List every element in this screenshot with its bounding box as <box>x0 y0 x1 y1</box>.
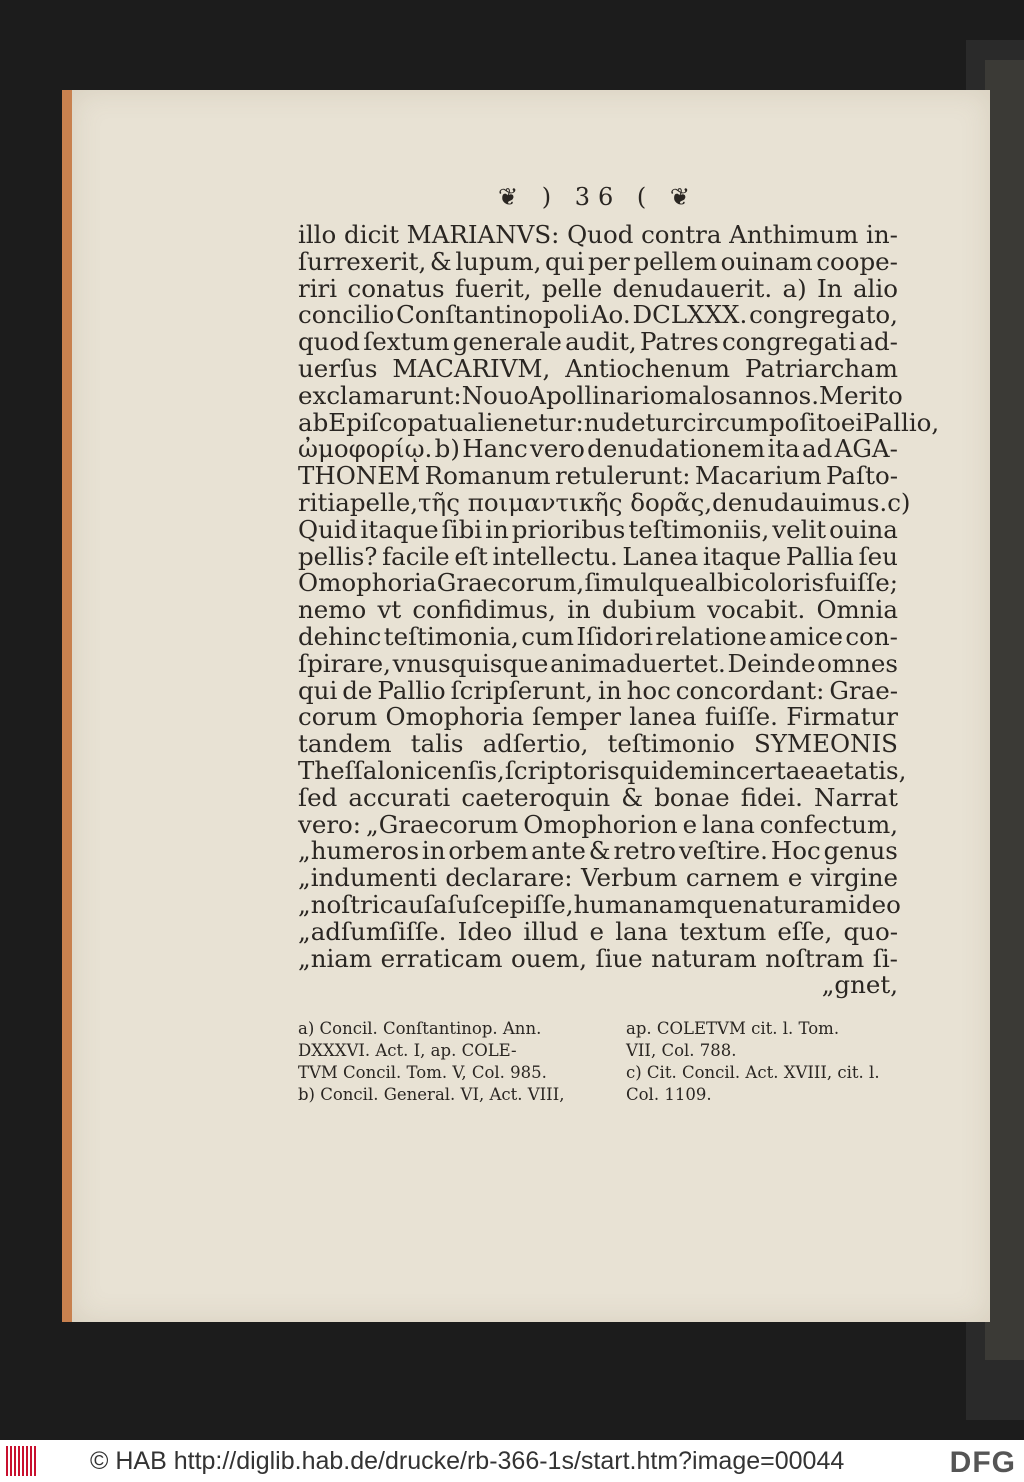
word: ita <box>767 434 800 464</box>
word: albi <box>694 568 741 598</box>
text-line <box>298 809 898 839</box>
word: Omnia <box>816 595 898 625</box>
word: lanea <box>629 702 697 732</box>
word: pellem <box>633 246 718 276</box>
word: generale <box>452 327 562 357</box>
word: audit, <box>565 327 637 357</box>
word: Iſidori <box>576 621 653 651</box>
word: eſſe, <box>777 916 833 946</box>
word: exclamarunt: <box>298 380 462 410</box>
footnotes <box>298 1018 898 1106</box>
word: ſeu <box>858 541 898 571</box>
word: „adſumſiſſe. <box>298 916 447 946</box>
word: ad- <box>859 327 898 357</box>
text-line <box>298 463 898 490</box>
word: in <box>485 514 509 544</box>
word: vero: <box>298 809 362 839</box>
word: teſtimonio <box>607 729 735 759</box>
text-line <box>298 838 898 865</box>
word: carnem <box>685 863 780 893</box>
word: animaduertet. <box>550 648 726 678</box>
word: „indumenti <box>298 863 437 893</box>
word: illud <box>523 916 579 946</box>
word: fuiſſe; <box>824 568 898 598</box>
word: adſertio, <box>482 729 589 759</box>
word: e <box>787 863 803 893</box>
word: fuiſſe. <box>704 702 778 732</box>
word: pellis? <box>298 541 378 571</box>
text-line <box>298 380 903 410</box>
word: conatus <box>347 273 445 303</box>
word: ſi- <box>872 943 898 973</box>
word: Deinde <box>727 648 816 678</box>
dfg-logo: DFG <box>949 1446 1016 1479</box>
text-line <box>298 675 898 705</box>
catchword <box>298 972 898 999</box>
word: ideo <box>848 889 901 919</box>
word: Epiſcopatu <box>328 407 464 437</box>
footnotes-left <box>298 1018 588 1106</box>
word: naturam <box>651 943 757 973</box>
word: per <box>587 246 630 276</box>
word: denudationem <box>587 434 766 464</box>
word: Apollinario <box>528 380 665 410</box>
word: concordant: <box>675 675 825 705</box>
word: corum <box>298 702 378 732</box>
word: ab <box>298 407 329 437</box>
word: Omophorion <box>523 809 678 839</box>
word: ſcriptoris <box>504 755 620 785</box>
word: Grae- <box>829 675 898 705</box>
word: in <box>567 595 591 625</box>
text-line <box>298 436 898 463</box>
word: c) <box>887 487 911 517</box>
word: Merito <box>819 380 903 410</box>
word: teſtimoniis, <box>628 514 770 544</box>
word: confidimus, <box>412 595 556 625</box>
text-line <box>298 514 898 544</box>
word: ante <box>531 836 586 866</box>
word: „Graecorum <box>366 809 519 839</box>
word: denudauerit. <box>612 273 773 303</box>
text-line <box>298 273 898 303</box>
word: Macarium <box>694 461 822 491</box>
text-line <box>298 916 898 946</box>
word: nudetur <box>583 407 683 437</box>
word: annos. <box>737 380 820 410</box>
word: riri <box>298 273 338 303</box>
word: Romanum <box>424 461 551 491</box>
adjacent-page-edge <box>985 60 1024 1360</box>
word: vt <box>377 595 402 625</box>
word: ei <box>840 407 864 437</box>
text-line <box>298 353 898 383</box>
word: ſimulque <box>584 568 695 598</box>
word: e <box>682 809 698 839</box>
word: ſpirare, <box>298 648 391 678</box>
word: velit <box>772 514 827 544</box>
text-line <box>298 597 898 624</box>
word: nemo <box>298 595 367 625</box>
word: lana <box>615 916 669 946</box>
word: ouem, <box>510 943 587 973</box>
body-text <box>298 220 940 1000</box>
text-line <box>298 570 898 597</box>
word: ſed <box>298 782 338 812</box>
footer-bar <box>0 1440 1024 1482</box>
word: congregati <box>721 327 857 357</box>
word: illo dicit <box>298 220 399 249</box>
word: concilio <box>298 300 395 330</box>
text-line <box>298 755 907 785</box>
word: Pallio <box>377 675 446 705</box>
word: vero <box>530 434 585 464</box>
word: Theſſalonicenſis, <box>298 755 505 785</box>
word: Anthimum <box>729 220 859 249</box>
word: τῆς ποιμαντικῆς δορᾶς, <box>417 487 713 517</box>
word: In <box>817 273 843 303</box>
word: „noſtri <box>298 889 380 919</box>
word: Pallia <box>785 541 854 571</box>
word: orbem <box>448 836 529 866</box>
word: in <box>421 836 446 866</box>
word: de <box>342 675 373 705</box>
word: alienetur: <box>463 407 584 437</box>
word: caeteroquin <box>461 782 611 812</box>
word: eſt <box>454 541 488 571</box>
word: contra <box>641 220 722 249</box>
word: vocabit. <box>707 595 806 625</box>
word: aetatis, <box>814 755 907 785</box>
word: relatione <box>655 621 767 651</box>
footnote-line: VII, Col. 788. <box>626 1041 737 1060</box>
word: b) <box>434 434 460 464</box>
text-line <box>298 782 898 812</box>
word: Nouo <box>461 380 529 410</box>
word: cum <box>521 621 574 651</box>
word: alio <box>852 273 898 303</box>
word: qui <box>298 675 338 705</box>
word: con- <box>845 621 898 651</box>
text-line <box>298 731 898 758</box>
word: retulerunt: <box>554 461 691 491</box>
word: pelle, <box>349 487 418 517</box>
word: in <box>598 675 622 705</box>
text-line <box>298 222 898 249</box>
text-line <box>298 329 898 356</box>
word: circumpoſito <box>682 407 841 437</box>
word: quo- <box>843 916 898 946</box>
word: & <box>588 836 611 866</box>
word: Patriarcham <box>744 353 898 383</box>
word: ad <box>802 434 833 464</box>
footnote-line: Col. 1109. <box>626 1085 712 1104</box>
footnote-line: c) Cit. Concil. Act. XVIII, cit. l. <box>626 1063 880 1082</box>
word: ſcripſerunt, <box>450 675 594 705</box>
word: lupum, <box>455 246 542 276</box>
footnotes-right <box>626 1018 898 1106</box>
word: Antiochenum <box>565 353 730 383</box>
word: in- <box>866 220 898 249</box>
text-line <box>298 487 911 517</box>
word: accurati <box>348 782 451 812</box>
word: ritia <box>298 487 350 517</box>
word: qui <box>545 246 585 276</box>
word: Hoc <box>770 836 821 866</box>
word: fidei. <box>740 782 803 812</box>
word: cauſa <box>379 889 448 919</box>
word: dehinc <box>298 621 382 651</box>
word: virgine <box>810 863 898 893</box>
word: e <box>589 916 605 946</box>
word: erraticam <box>380 943 503 973</box>
word: textum <box>679 916 767 946</box>
word: Omophoria <box>385 702 524 732</box>
footnote-line: ap. COLETVM cit. l. Tom. <box>626 1019 840 1038</box>
word: quidem <box>619 755 713 785</box>
word: Hanc <box>462 434 528 464</box>
word: uerſus <box>298 353 378 383</box>
text-line <box>298 246 898 276</box>
word: THONEM <box>298 461 421 491</box>
word: amice <box>769 621 844 651</box>
word: genus <box>823 836 898 866</box>
word: veſtire. <box>678 836 768 866</box>
word: dubium <box>601 595 696 625</box>
word: facile <box>382 541 450 571</box>
word: ὠμοφορίῳ. <box>298 434 433 464</box>
word: & <box>429 246 452 276</box>
word: ſextum <box>363 327 450 357</box>
word: itaque <box>702 541 782 571</box>
word: SYMEONIS <box>754 729 898 759</box>
word: incertae <box>712 755 815 785</box>
text-line <box>298 648 898 678</box>
text-line <box>298 865 898 892</box>
word: noſtram <box>765 943 865 973</box>
credit-link[interactable]: © HAB http://diglib.hab.de/drucke/rb-366-1s/start.htm?image=00044 <box>90 1446 845 1475</box>
text-line <box>298 621 898 651</box>
word: MACARIVM, <box>392 353 551 383</box>
word: a) <box>782 273 807 303</box>
word: prioribus <box>511 514 626 544</box>
word: confectum, <box>759 809 898 839</box>
word: ſurrexerit, <box>298 246 427 276</box>
word: „niam <box>298 943 373 973</box>
word: declarare: <box>445 863 573 893</box>
word: AGA- <box>834 434 898 464</box>
word: Narrat <box>814 782 898 812</box>
hab-barcode-icon <box>6 1446 40 1476</box>
word: DCLXXX. <box>632 300 748 330</box>
word: congregato, <box>749 300 898 330</box>
word: ſuſcepiſſe, <box>447 889 574 919</box>
word: naturam <box>742 889 849 919</box>
word: „humeros <box>298 836 420 866</box>
word: retro <box>613 836 676 866</box>
page-header: ❦ ) 36 ( ❦ <box>498 183 698 211</box>
footnote-line: DXXXVI. Act. I, ap. COLE- <box>298 1041 517 1060</box>
word: Pallio, <box>863 407 940 437</box>
word: itaque <box>360 514 439 544</box>
footnote-line: b) Concil. General. VI, Act. VIII, <box>298 1085 565 1104</box>
text-line <box>298 889 901 919</box>
word: Quid <box>298 514 358 544</box>
word: coloris <box>740 568 825 598</box>
text-line <box>298 302 898 329</box>
word: ſemper <box>532 702 621 732</box>
word: ſibi <box>441 514 483 544</box>
word: Lanea <box>622 541 699 571</box>
word: fuerit, <box>454 273 532 303</box>
catchword-text: „gnet, <box>821 970 898 1000</box>
word: lana <box>702 809 755 839</box>
text-line <box>298 943 898 973</box>
word: malos <box>664 380 738 410</box>
text-line <box>298 541 898 571</box>
word: quod <box>298 327 360 357</box>
word: Patres <box>640 327 719 357</box>
word: Quod <box>567 220 634 249</box>
text-line <box>298 704 898 731</box>
word: Conſtantinopoli <box>396 300 589 330</box>
word: ouinam <box>720 246 813 276</box>
word: Omophoria <box>298 568 437 598</box>
word: coope- <box>816 246 898 276</box>
word: Ideo <box>457 916 513 946</box>
text-line <box>298 407 940 437</box>
word: Graecorum, <box>436 568 585 598</box>
word: omnes <box>817 648 898 678</box>
word: bonae <box>654 782 730 812</box>
word: MARIANVS: <box>406 220 560 249</box>
word: vnusquisque <box>392 648 549 678</box>
word: ouina <box>829 514 898 544</box>
word: denudauimus. <box>712 487 888 517</box>
word: & <box>621 782 644 812</box>
word: tandem <box>298 729 392 759</box>
word: ſiue <box>595 943 643 973</box>
word: humanamque <box>573 889 743 919</box>
word: hoc <box>626 675 671 705</box>
word: Paſto- <box>826 461 898 491</box>
footnote-line: TVM Concil. Tom. V, Col. 985. <box>298 1063 547 1082</box>
word: Verbum <box>581 863 678 893</box>
word: pelle <box>541 273 603 303</box>
word: Ao. <box>590 300 631 330</box>
footnote-line: a) Concil. Conſtantinop. Ann. <box>298 1019 542 1038</box>
word: intellectu. <box>492 541 618 571</box>
word: talis <box>410 729 464 759</box>
word: Firmatur <box>786 702 898 732</box>
word: teſtimonia, <box>383 621 519 651</box>
